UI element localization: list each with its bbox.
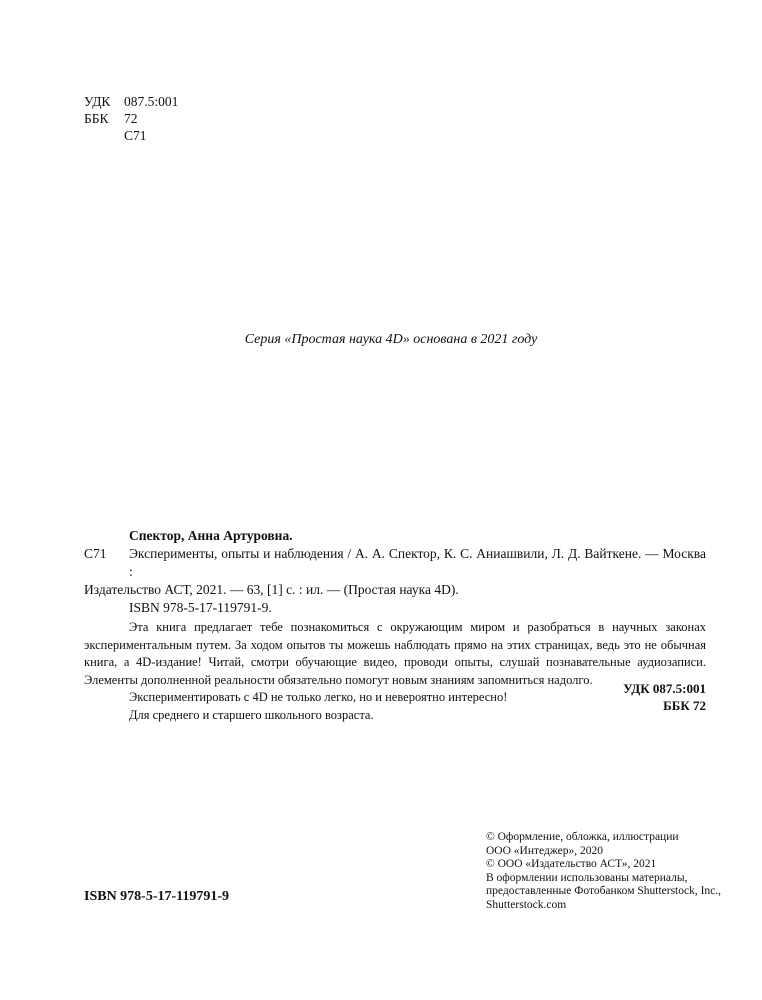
copyright-line: © ООО «Издательство АСТ», 2021 xyxy=(486,858,657,870)
copyright-line: В оформлении использованы материалы, xyxy=(486,871,688,884)
udk-row xyxy=(84,93,178,110)
annotation xyxy=(84,619,706,724)
right-classification-codes xyxy=(623,680,706,714)
isbn-line: ISBN 978-5-17-119791-9. xyxy=(129,600,272,615)
bibliographic-record xyxy=(84,527,706,724)
bbk-label: ББК xyxy=(84,111,109,126)
bbk-value: 72 xyxy=(124,111,138,126)
copyright-line: Shutterstock.com xyxy=(486,898,567,911)
title-entry xyxy=(84,545,706,581)
publisher-line: Издательство АСТ, 2021. — 63, [1] с. : ил. — (Простая наука 4D). xyxy=(84,582,459,597)
isbn-bottom: ISBN 978-5-17-119791-9 xyxy=(84,889,230,904)
copyright-line: ООО «Интеджер», 2020 xyxy=(486,844,603,857)
udk-code: УДК 087.5:001 xyxy=(623,681,706,696)
copyright-line: предоставленные Фотобанком Shutterstock, Inc., xyxy=(486,885,722,897)
udk-label: УДК xyxy=(84,94,111,109)
series-note: Серия «Простая наука 4D» основана в 2021 году xyxy=(244,332,538,347)
annotation-paragraph: Для среднего и старшего школьного возраста. xyxy=(129,707,374,722)
classification-codes xyxy=(84,93,178,144)
annotation-paragraph: Эта книга предлагает тебе познакомиться с окружающим миром и разобраться в научных законах экспериментальным путем. За ходом опытов ты можешь наблюдать прямо на этих страницах, ведь это не обычная книга, а 4D-издание! Читай, смотри обучающие видео, проводи опыты, слушай познавательные аудиозаписи. Элементы дополненной реальности обязательно помогут новым знаниям запомниться надолго. xyxy=(84,620,706,687)
author-code: С71 xyxy=(84,546,107,561)
author-sign: С71 xyxy=(124,128,147,143)
udk-value: 087.5:001 xyxy=(124,94,179,109)
title-line: Эксперименты, опыты и наблюдения / А. А. Спектор, К. С. Аниашвили, Л. Д. Вайткене. — Москва : xyxy=(129,546,706,579)
bbk-row xyxy=(84,110,178,127)
author-sign-row xyxy=(84,127,178,144)
copyright-block xyxy=(486,831,722,912)
author-name: Спектор, Анна Артуровна. xyxy=(129,528,293,543)
copyright-line: © Оформление, обложка, иллюстрации xyxy=(486,831,679,843)
bbk-code: ББК 72 xyxy=(663,698,706,713)
annotation-paragraph: Экспериментировать с 4D не только легко, но и невероятно интересно! xyxy=(129,690,508,704)
